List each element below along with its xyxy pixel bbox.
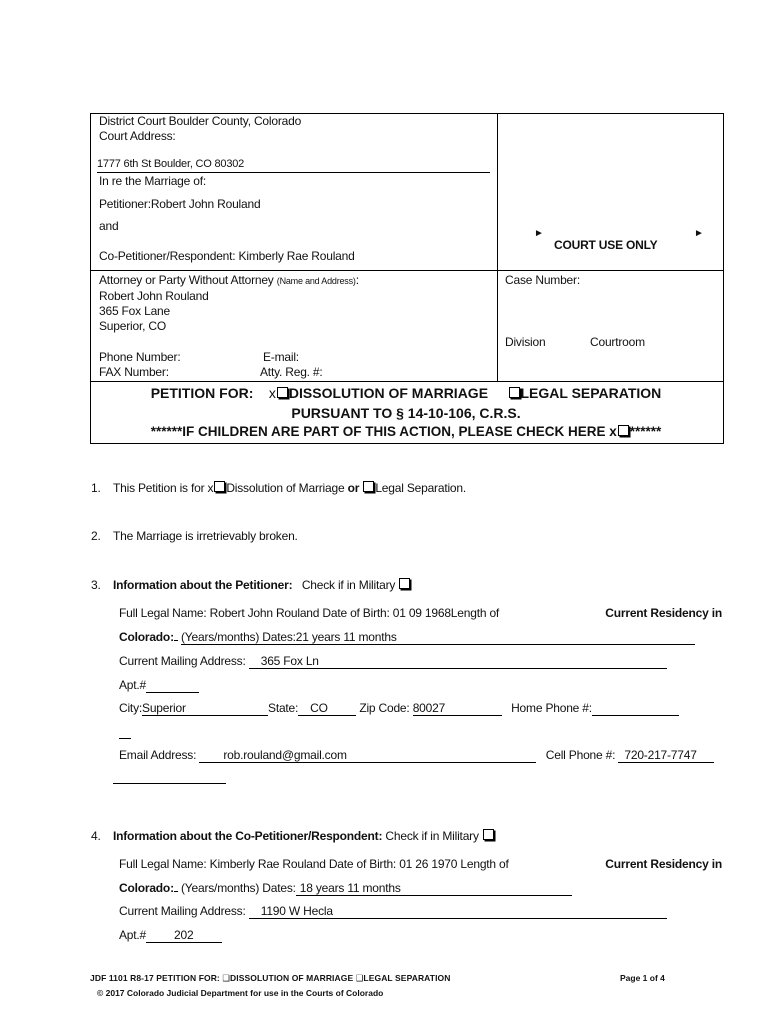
- flag-right-icon: ►: [694, 228, 704, 239]
- item1-dissolution: Dissolution of Marriage: [226, 481, 345, 495]
- item4-dates-label: (Years/months) Dates:: [181, 881, 296, 895]
- caption-divider-parties: [90, 270, 723, 271]
- item4-mailing-label: Current Mailing Address:: [119, 904, 246, 918]
- item4-apt-field[interactable]: [146, 928, 222, 943]
- item3-dates-field[interactable]: [181, 630, 695, 645]
- caption-divider-title: [90, 381, 723, 382]
- item1-number: 1.: [91, 481, 101, 495]
- item3-heading: Information about the Petitioner:: [113, 578, 293, 592]
- dissolution-checkbox[interactable]: [277, 387, 288, 398]
- item3-state-field[interactable]: [298, 701, 356, 716]
- dissolution-title: DISSOLUTION OF MARRIAGE: [288, 385, 489, 401]
- co-petitioner-name: Co-Petitioner/Respondent: Kimberly Rae Rouland: [99, 249, 355, 263]
- item3-military-checkbox[interactable]: [399, 578, 410, 589]
- item1-separation: Legal Separation.: [375, 481, 467, 495]
- children-text: ******IF CHILDREN ARE PART OF THIS ACTION, PLEASE CHECK HERE x: [150, 424, 617, 439]
- item3-email-row: [119, 748, 714, 763]
- item3-colorado-blank[interactable]: [174, 640, 178, 641]
- item3-zip-label: Zip Code:: [359, 701, 410, 715]
- item3-home-phone-wrap-line: [119, 738, 131, 739]
- item4-apt-label: Apt.#: [119, 928, 147, 942]
- item3-full-name: Full Legal Name: Robert John Rouland Date of Birth: 01 09 1968Length of: [119, 606, 500, 620]
- item3-mailing-label: Current Mailing Address:: [119, 654, 246, 668]
- atty-reg-label: Atty. Reg. #:: [260, 365, 323, 379]
- item3-mailing-row: [119, 654, 667, 669]
- item3-email-field[interactable]: [199, 748, 536, 763]
- item3-number: 3.: [91, 578, 101, 592]
- attorney-colon: :: [355, 273, 359, 287]
- court-address-underline: [97, 172, 490, 173]
- item4-heading: Information about the Co-Petitioner/Respondent:: [113, 829, 383, 843]
- item4-military-checkbox[interactable]: [483, 829, 494, 840]
- attorney-label-text: Attorney or Party Without Attorney: [99, 273, 274, 287]
- item4-colorado-blank[interactable]: [174, 891, 178, 892]
- footer-page-number: Page 1 of 4: [620, 973, 665, 983]
- court-name: District Court Boulder County, Colorado: [99, 114, 302, 128]
- item3-dates-value: (Years/months) Dates:21 years 11 months: [181, 630, 397, 644]
- item4-colorado: Colorado:: [119, 881, 174, 895]
- item4-apt-value: 202: [174, 928, 194, 942]
- item1-separation-checkbox[interactable]: [363, 481, 374, 492]
- item3-cell-label: Cell Phone #:: [545, 748, 616, 762]
- item2-number: 2.: [91, 529, 101, 543]
- item3-city-value: Superior: [142, 701, 186, 715]
- separation-title: LEGAL SEPARATION: [520, 385, 662, 401]
- item1-line: [113, 481, 466, 495]
- item3-colorado: Colorado:: [119, 630, 174, 644]
- court-address-label: Court Address:: [99, 129, 176, 143]
- dissolution-x: x: [268, 385, 276, 401]
- item3-city-row: [119, 701, 679, 716]
- and-text: and: [99, 219, 119, 233]
- item3-cell-field[interactable]: [618, 748, 714, 763]
- item4-dates-field[interactable]: [296, 881, 572, 896]
- in-re-marriage: In re the Marriage of:: [99, 174, 206, 188]
- item3-cell-value: 720-217-7747: [624, 748, 697, 762]
- item4-heading-line: [113, 829, 495, 843]
- item3-home-phone-label: Home Phone #:: [511, 701, 592, 715]
- item3-zip-field[interactable]: [413, 701, 502, 716]
- item3-city-label: City:: [119, 701, 143, 715]
- item3-apt-label: Apt.#: [119, 678, 147, 692]
- item3-full-name-row: [119, 606, 722, 620]
- item3-mailing-field[interactable]: [249, 654, 667, 669]
- phone-label: Phone Number:: [99, 350, 181, 364]
- item3-military: Check if in Military: [301, 578, 396, 592]
- item3-state-label: State:: [268, 701, 299, 715]
- court-use-only: COURT USE ONLY: [554, 238, 658, 252]
- item3-email-label: Email Address:: [119, 748, 197, 762]
- item3-apt-row: [119, 678, 199, 693]
- caption-divider-vertical: [497, 113, 498, 382]
- petition-title-line1: [90, 385, 722, 401]
- petitioner-name: Petitioner:Robert John Rouland: [99, 197, 261, 211]
- item3-zip-value: 80027: [412, 701, 446, 715]
- attorney-name: Robert John Rouland: [99, 289, 209, 303]
- email-label: E-mail:: [263, 350, 299, 364]
- children-line: [90, 424, 722, 439]
- item4-residency: Current Residency in: [605, 857, 722, 871]
- item1-pre: This Petition is for x: [113, 481, 214, 495]
- item3-email-value: rob.rouland@gmail.com: [223, 748, 347, 762]
- item4-dates-value: 18 years 11 months: [299, 881, 401, 895]
- children-checkbox[interactable]: [618, 425, 629, 436]
- item3-apt-field[interactable]: [146, 678, 199, 693]
- division-label: Division: [505, 335, 546, 349]
- footer-copyright: © 2017 Colorado Judicial Department for use in the Courts of Colorado: [97, 988, 384, 998]
- item4-number: 4.: [91, 829, 101, 843]
- item3-home-phone-field[interactable]: [592, 701, 679, 716]
- pursuant-line: PURSUANT TO § 14-10-106, C.R.S.: [291, 405, 521, 421]
- item4-military: Check if in Military: [385, 829, 479, 843]
- item4-mailing-field[interactable]: [249, 904, 667, 919]
- fax-label: FAX Number:: [99, 365, 169, 379]
- attorney-street: 365 Fox Lane: [99, 304, 170, 318]
- flag-left-icon: ►: [534, 228, 544, 239]
- item4-apt-row: [119, 928, 222, 943]
- item3-heading-line: [113, 578, 411, 592]
- item3-city-field[interactable]: [142, 701, 268, 716]
- item4-full-name-row: [119, 857, 722, 871]
- item3-state-value: CO: [310, 701, 328, 715]
- courtroom-label: Courtroom: [590, 335, 645, 349]
- item3-cell-wrap-line: [113, 783, 226, 784]
- attorney-sub: (Name and Address): [276, 276, 356, 286]
- item3-mailing-value: 365 Fox Ln: [260, 654, 319, 668]
- attorney-city: Superior, CO: [99, 319, 166, 333]
- item3-residency: Current Residency in: [605, 606, 722, 620]
- attorney-label: [99, 273, 359, 287]
- item1-dissolution-checkbox[interactable]: [214, 481, 225, 492]
- petition-for: PETITION FOR:: [150, 385, 254, 401]
- children-stars: ******: [629, 424, 662, 439]
- item4-dates-row: [119, 881, 572, 896]
- court-address: 1777 6th St Boulder, CO 80302: [97, 158, 245, 170]
- footer-form-id: JDF 1101 R8-17 PETITION FOR: ❑DISSOLUTION OF MARRIAGE ❑LEGAL SEPARATION: [90, 973, 451, 983]
- item4-mailing-value: 1190 W Hecla: [260, 904, 333, 918]
- item2-text: The Marriage is irretrievably broken.: [113, 529, 298, 543]
- item4-mailing-row: [119, 904, 667, 919]
- item1-or: or: [347, 481, 360, 495]
- item3-dates-row: [119, 630, 695, 645]
- separation-checkbox[interactable]: [509, 387, 520, 398]
- item4-full-name: Full Legal Name: Kimberly Rae Rouland Date of Birth: 01 26 1970 Length of: [119, 857, 509, 871]
- case-number-label: Case Number:: [505, 273, 580, 287]
